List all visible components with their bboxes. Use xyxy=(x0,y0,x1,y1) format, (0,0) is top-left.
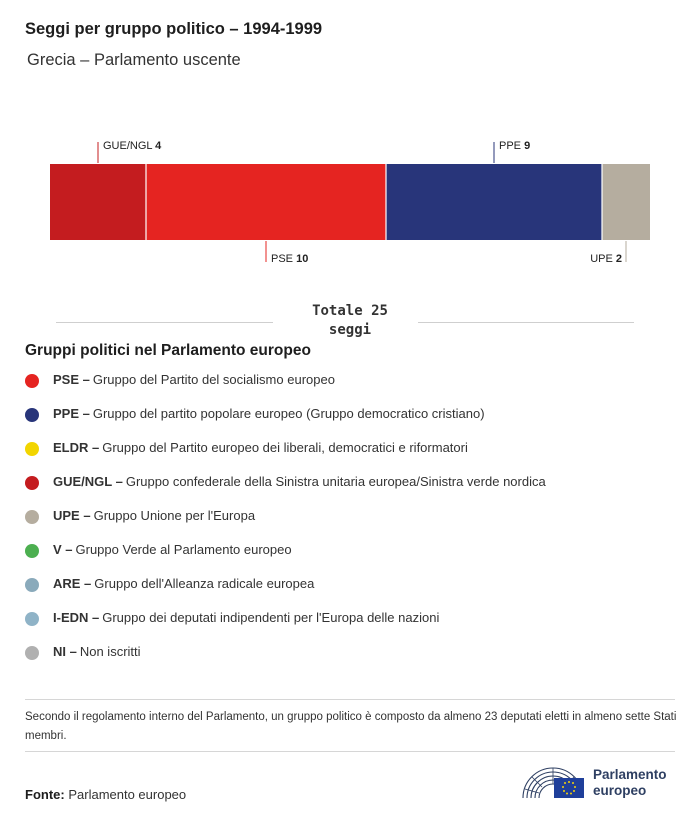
legend-color-dot xyxy=(25,374,39,388)
footnote: Secondo il regolamento interno del Parlamento, un gruppo politico è composto da almeno 23 deputati eletti in almeno sette Stati membri. xyxy=(25,711,677,742)
legend-title: Gruppi politici nel Parlamento europeo xyxy=(25,342,311,359)
segment-label-name: UPE xyxy=(590,253,616,265)
source-label: Fonte: xyxy=(25,787,65,802)
logo-text-line2: europeo xyxy=(593,783,647,798)
legend-name: Gruppo dei deputati indipendenti per l'Europa delle nazioni xyxy=(102,610,440,625)
segment-label-value: 10 xyxy=(296,253,309,265)
legend-abbr: UPE – xyxy=(53,508,91,523)
footnote-divider-bottom xyxy=(25,751,675,752)
european-parliament-hemicycle-icon xyxy=(520,762,586,802)
segment-label-name: GUE/NGL xyxy=(103,140,156,152)
legend-item xyxy=(25,576,685,610)
chart-title: Seggi per gruppo politico – 1994-1999 xyxy=(25,20,323,38)
legend-name: Gruppo Verde al Parlamento europeo xyxy=(75,542,292,557)
legend-name: Gruppo confederale della Sinistra unitaria europea/Sinistra verde nordica xyxy=(125,474,546,489)
legend-color-dot xyxy=(25,476,39,490)
legend-color-dot xyxy=(25,646,39,660)
bar-segment-upe xyxy=(602,164,650,240)
legend-name: Gruppo del Partito del socialismo europeo xyxy=(92,372,335,387)
legend-name: Gruppo Unione per l'Europa xyxy=(93,508,256,523)
legend-name: Non iscritti xyxy=(79,644,141,659)
legend-color-dot xyxy=(25,408,39,422)
legend-item xyxy=(25,406,685,440)
legend-item xyxy=(25,440,685,474)
legend-item xyxy=(25,508,685,542)
bar-segment-guengl xyxy=(50,164,146,240)
chart-subtitle: Grecia – Parlamento uscente xyxy=(27,51,241,69)
legend xyxy=(25,372,685,678)
source xyxy=(25,787,186,802)
total-divider-right xyxy=(418,322,634,323)
legend-name: Gruppo del Partito europeo dei liberali, democratici e riformatori xyxy=(102,440,468,455)
segment-label-value: 2 xyxy=(615,253,622,265)
legend-abbr: ARE – xyxy=(53,576,92,591)
segment-label-value: 4 xyxy=(155,140,162,152)
legend-abbr: PSE – xyxy=(53,372,90,387)
legend-item xyxy=(25,610,685,644)
seat-bar-chart xyxy=(0,120,700,275)
legend-abbr: NI – xyxy=(53,644,77,659)
total-seats-count: Totale 25 xyxy=(312,303,388,319)
legend-abbr: PPE – xyxy=(53,406,90,421)
legend-name: Gruppo dell'Alleanza radicale europea xyxy=(94,576,315,591)
total-seats xyxy=(290,302,410,340)
legend-item xyxy=(25,372,685,406)
source-value: Parlamento europeo xyxy=(68,787,187,802)
total-divider-left xyxy=(56,322,273,323)
legend-abbr: V – xyxy=(53,542,73,557)
logo-text xyxy=(593,767,667,799)
segment-label-value: 9 xyxy=(524,140,531,152)
legend-color-dot xyxy=(25,578,39,592)
legend-abbr: GUE/NGL – xyxy=(53,474,123,489)
segment-label xyxy=(499,140,530,152)
legend-item xyxy=(25,474,685,508)
legend-color-dot xyxy=(25,510,39,524)
segment-label-name: PSE xyxy=(271,253,297,265)
footnote-divider-top xyxy=(25,699,675,700)
legend-item xyxy=(25,644,685,678)
segment-label xyxy=(271,253,308,265)
total-seats-unit: seggi xyxy=(328,322,372,338)
european-parliament-logo xyxy=(520,762,680,802)
bar-segment-pse xyxy=(146,164,386,240)
segment-label-name: PPE xyxy=(499,140,525,152)
legend-name: Gruppo del partito popolare europeo (Gruppo democratico cristiano) xyxy=(92,406,485,421)
legend-color-dot xyxy=(25,544,39,558)
logo-text-line1: Parlamento xyxy=(593,767,667,782)
segment-label xyxy=(103,140,162,152)
legend-color-dot xyxy=(25,442,39,456)
legend-abbr: ELDR – xyxy=(53,440,100,455)
legend-color-dot xyxy=(25,612,39,626)
legend-item xyxy=(25,542,685,576)
legend-abbr: I-EDN – xyxy=(53,610,100,625)
segment-label xyxy=(590,253,622,265)
bar-segment-ppe xyxy=(386,164,602,240)
